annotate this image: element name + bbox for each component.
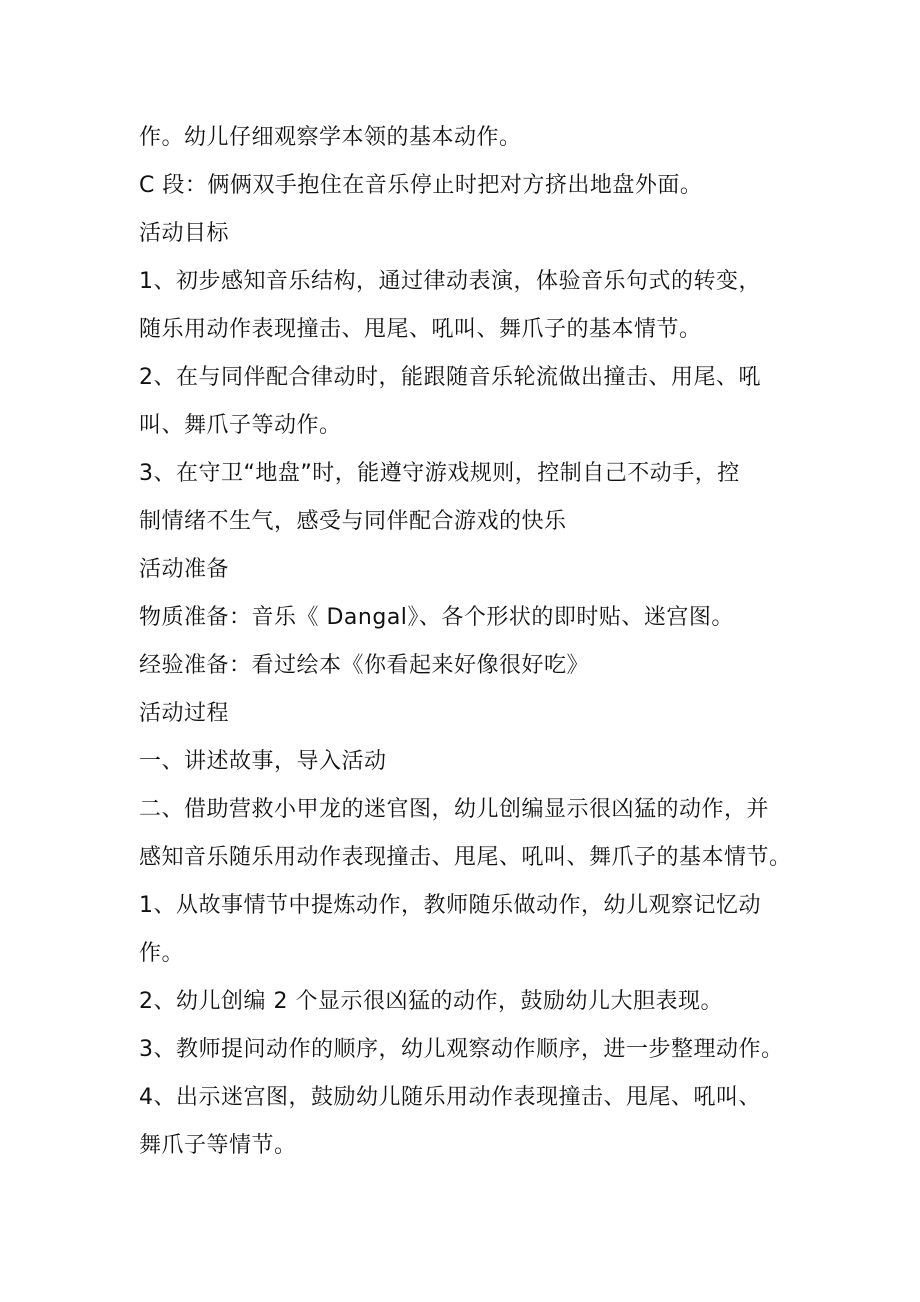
- text-line-6: 2、在与同伴配合律动时，能跟随音乐轮流做出撞击、用尾、吼: [139, 365, 761, 390]
- text-line-11: 物质准备：音乐《 Dangal》、各个形状的即时贴、迷宫图。: [139, 605, 734, 630]
- text-line-19: 2、幼儿创编 2 个显示很凶猛的动作，鼓励幼儿大胆表现。: [139, 989, 723, 1014]
- text-line-9: 制情绪不生气，感受与同伴配合游戏的快乐: [139, 509, 567, 534]
- text-line-16: 感知音乐随乐用动作表现撞击、甩尾、吼叫、舞爪子的基本情节。: [139, 845, 792, 870]
- text-line-14: 一、讲述故事，导入活动: [139, 749, 387, 774]
- text-line-20: 3、教师提问动作的顺序，幼儿观察动作顺序，进一步整理动作。: [139, 1037, 784, 1062]
- text-line-18: 作。: [139, 941, 185, 966]
- section-heading-goals: 活动目标: [139, 221, 230, 246]
- text-line-22: 舞爪子等情节。: [139, 1133, 297, 1158]
- text-line-1: 作。幼儿仔细观察学本领的基本动作。: [139, 125, 522, 150]
- text-line-17: 1、从故事情节中提炼动作，教师随乐做动作，幼儿观察记忆动: [139, 893, 761, 918]
- section-heading-process: 活动过程: [139, 701, 230, 726]
- text-line-21: 4、出示迷宫图，鼓励幼儿随乐用动作表现撞击、甩尾、吼叫、: [139, 1085, 761, 1110]
- text-line-4: 1、初步感知音乐结构，通过律动表演，体验音乐句式的转变，: [139, 269, 761, 294]
- text-line-8: 3、在守卫“地盘”时，能遵守游戏规则，控制自己不动手，控: [139, 461, 740, 486]
- section-heading-preparation: 活动准备: [139, 557, 230, 582]
- document-body: [139, 114, 792, 1170]
- text-line-2: C 段：俩俩双手抱住在音乐停止时把对方挤出地盘外面。: [139, 173, 703, 198]
- text-line-15: 二、借助营救小甲龙的迷官图，幼儿创编显示很凶猛的动作，并: [139, 797, 770, 822]
- text-line-7: 叫、舞爪子等动作。: [139, 413, 342, 438]
- text-line-12: 经验准备：看过绘本《你看起来好像很好吃》: [139, 653, 590, 678]
- text-line-5: 随乐用动作表现撞击、甩尾、吼叫、舞爪子的基本情节。: [139, 317, 702, 342]
